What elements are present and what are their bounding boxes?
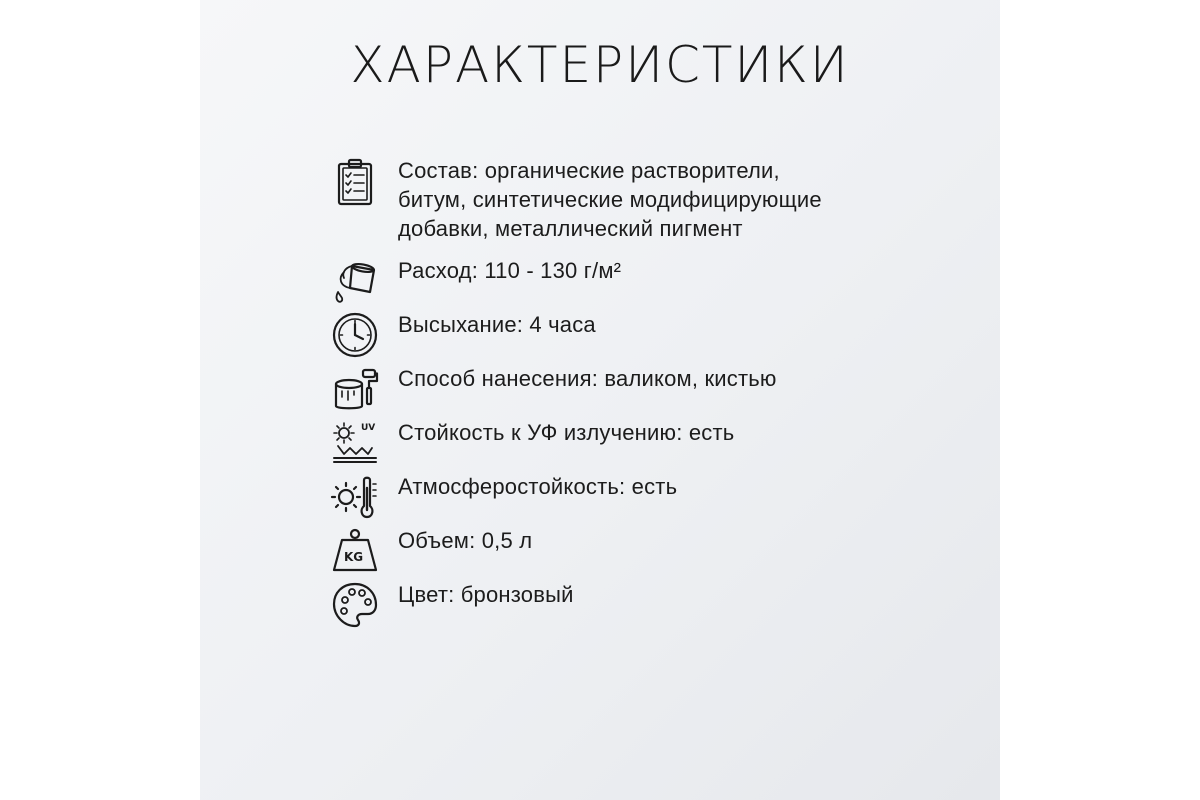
application-line: Способ нанесения: валиком, кистью	[398, 366, 777, 391]
list-item-volume	[330, 526, 930, 576]
volume-line: Объем: 0,5 л	[398, 528, 533, 553]
weather-resistance-line: Атмосферостойкость: есть	[398, 474, 678, 499]
color-line: Цвет: бронзовый	[398, 582, 574, 607]
weather-resistance-text	[398, 472, 677, 501]
composition-line-1: Состав: органические растворители,	[398, 158, 780, 183]
uv-resistance-line: Стойкость к УФ излучению: есть	[398, 420, 735, 445]
color-palette-icon	[330, 580, 380, 630]
drying-line: Высыхание: 4 часа	[398, 312, 596, 337]
characteristics-card	[200, 0, 1000, 800]
paint-can-roller-icon	[330, 364, 380, 414]
svg-text:KG: KG	[344, 550, 364, 564]
uv-resistance-icon	[330, 418, 380, 468]
page-title: ХАРАКТЕРИСТИКИ	[350, 36, 850, 94]
list-item-application	[330, 364, 930, 414]
list-item-composition	[330, 156, 930, 243]
list-item-weather-resistance	[330, 472, 930, 522]
list-item-color	[330, 580, 930, 630]
consumption-line: Расход: 110 - 130 г/м²	[398, 258, 622, 283]
composition-line-3: добавки, металлический пигмент	[398, 216, 743, 241]
svg-text:UV: UV	[361, 423, 376, 433]
list-item-consumption	[330, 256, 930, 306]
drying-text	[398, 310, 596, 339]
checklist-clipboard-icon	[330, 156, 380, 206]
composition-text	[398, 156, 822, 243]
kg-weight-icon	[330, 526, 380, 576]
application-text	[398, 364, 777, 393]
composition-line-2: битум, синтетические модифицирующие	[398, 187, 822, 212]
list-item-drying	[330, 310, 930, 360]
list-item-uv-resistance	[330, 418, 930, 468]
volume-text	[398, 526, 532, 555]
uv-resistance-text	[398, 418, 734, 447]
color-text	[398, 580, 574, 609]
clock-icon	[330, 310, 380, 360]
sun-thermometer-icon	[330, 472, 380, 522]
paint-bucket-icon	[330, 256, 380, 306]
consumption-text	[398, 256, 621, 285]
